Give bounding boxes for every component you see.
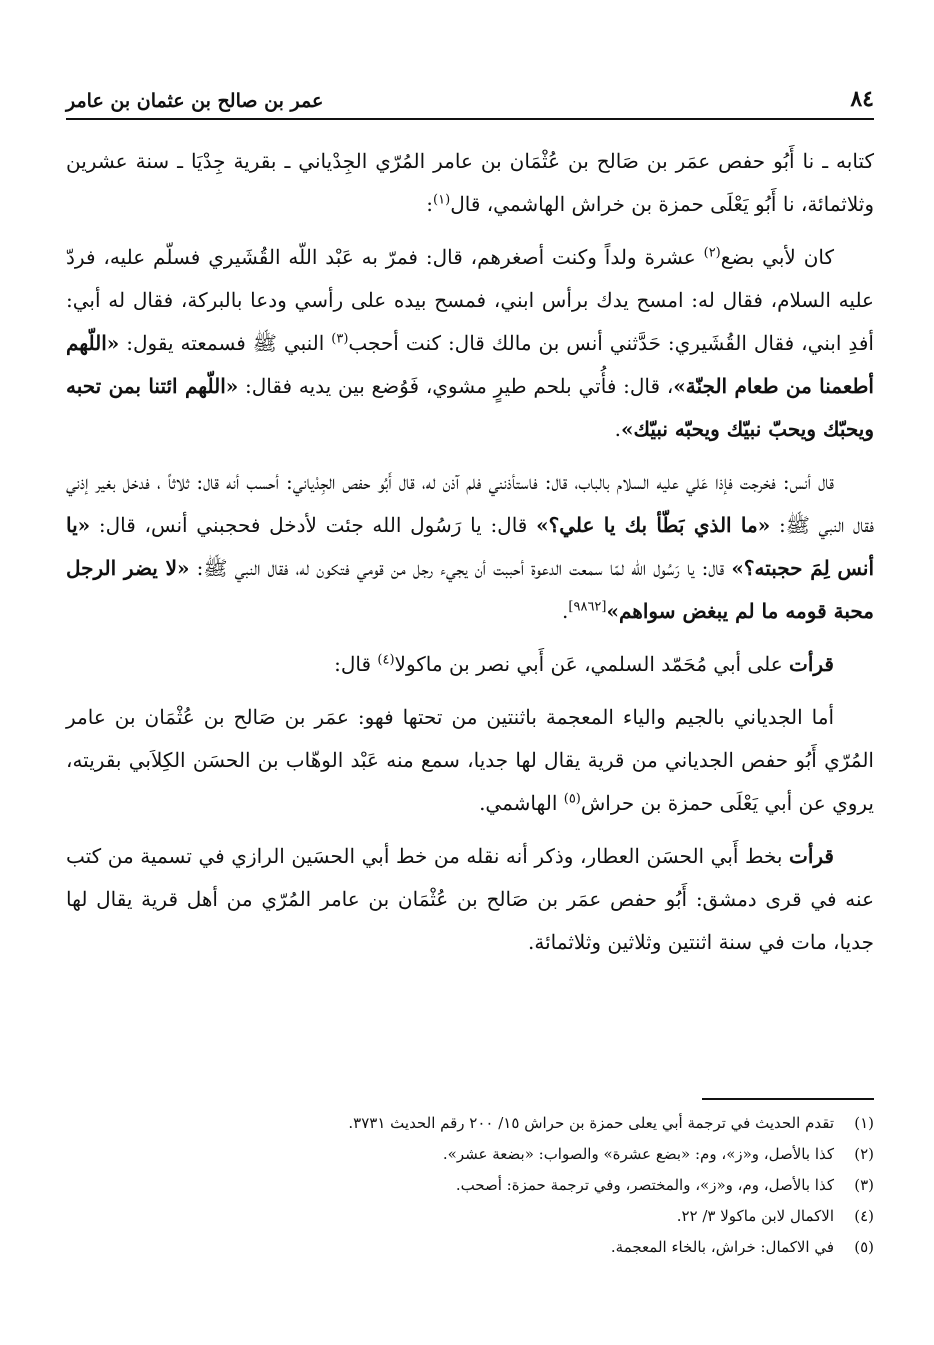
page-number: ٨٤ (850, 86, 874, 112)
footnote-text: كذا بالأصل، وم، و«ز»، والمختصر، وفي ترجمة حمزة: أصحب. (455, 1176, 834, 1194)
footnote-rule (702, 1098, 874, 1100)
hadith-quote: «ما الذي بَطّأ بك يا علي؟» (536, 513, 771, 537)
main-text (66, 140, 874, 974)
footnote-text: كذا بالأصل، و«ز»، وم: «بضع عشرة» والصواب: «بضعة عشر». (442, 1145, 834, 1163)
running-title: عمر بن صالح بن عثمان بن عامر (66, 90, 324, 112)
footnote-ref-3: (٣) (331, 331, 349, 347)
footnote-ref-1: (١) (433, 192, 451, 208)
paragraph-4: قرأت على أبي مُحَمّد السلمي، عَن أَبي نصر بن ماكولا$^{(٤)}$ قال: (334, 652, 834, 676)
hadith-quote: «اللّهم أطعمنا من طعام الجنّة» (66, 331, 874, 398)
header-rule (66, 118, 874, 120)
footnote-text: تقدم الحديث في ترجمة أبي يعلى حمزة بن حراش ١٥/ ٢٠٠ رقم الحديث ٣٧٣١. (348, 1114, 834, 1132)
paragraph-6: قرأت بخط أَبي الحسَن العطار، وذكر أنه نقله من خط أبي الحسَين الرازي في تسمية من كتب عنه في قرى دمشق: أَبُو حفص عمَر بن صَالح بن عُثْمَان بن عامر المُرّي من أهل قرية يقال لها جديا، مات في سنة اثنتين وثلاثين وثلاثمائة. (66, 844, 874, 954)
footnote-number: (٢) (854, 1145, 874, 1163)
hadith-quote: «اللّهم ائتنا بمن تحبه ويحبّك ويحبّ نبيّك ويحبّه نبيّك» (66, 374, 874, 441)
hadith-number: [٩٨٦٢] (568, 599, 607, 615)
footnote-text: الاكمال لابن ماكولا ٣/ ٢٢. (676, 1207, 834, 1225)
paragraph-1: كتابه ـ نا أَبُو حفص عمَر بن صَالح بن عُثْمَان بن عامر المُرّي الجِدْياني ـ بقرية جِدْيَا ـ سنة عشرين وثلاثمائة، نا أَبُو يَعْلَى حمزة بن خراش الهاشمي، قال$^{(١)}$: (66, 149, 874, 216)
footnote-number: (١) (854, 1114, 874, 1132)
footnote-item (66, 1108, 874, 1139)
footnote-number: (٤) (854, 1207, 874, 1225)
footnote-ref-2: (٢) (703, 245, 721, 261)
paragraph-5: أما الجدياني بالجيم والياء المعجمة باثنتين من تحتها فهو: عمَر بن صَالح بن عُثْمَان بن عامر المُرّي أَبُو حفص الجدياني من قرية يقال لها جديا، سمع منه عَبْد الوهّاب بن الحسَن الكِلاَبي بقريته، يروي عن أبي يَعْلَى حمزة بن حراش$^{(٥)}$ الهاشمي. (66, 705, 874, 815)
footnotes (66, 1108, 874, 1263)
footnote-item (66, 1170, 874, 1201)
footnote-ref-5: (٥) (563, 791, 581, 807)
hadith-quote: «يا أنس لِمَ حجبته؟» (66, 513, 875, 580)
paragraph-2: كان لأبي بضع$^{(٢)}$ عشرة ولداً وكنت أصغرهم، قال: فمرّ به عَبْد اللّه القُشَيري فسلّم عليه، فردّ عليه السلام، فقال له: امسح يدك برأس ابني، فمسح بيده على رأسي ودعا بالبركة، فقال له أبي: أفدِ ابني، فقال القُشَيري: حَدَّثني أنس بن مالك قال: كنت أحجب$^{(٣)}$ النبي ﷺ فسمعته يقول: «اللّهم أطعمنا من طعام الجنّة»، قال: فأُتي بلحم طيرٍ مشوي، فَوُضع بين يديه فقال: «اللّهم ائتنا بمن تحبه ويحبّك ويحبّ نبيّك ويحبّه نبيّك». (66, 245, 874, 441)
footnote-item (66, 1139, 874, 1170)
footnote-number: (٣) (854, 1176, 874, 1194)
paragraph-3: قال أنس: فخرجت فإذا عَلي عليه السلام بالباب، قال: فاستأذنني فلم آذن له، قال أَبُو حفص الجِدْياني: أحسب أنه قال: ثلاثاً ، فدخل بغير إذني فقال النبي ﷺ: «ما الذي بَطّأ بك يا علي؟» قال: يا رَسُول الله جئت لأدخل فحجبني أنس، قال: «يا أنس لِمَ حجبته؟» قال: يا رَسُول الله لمّا سمعت الدعوة أحببت أن يجيء رجل من قومي فتكون له، فقال النبي ﷺ: «لا يضر الرجل محبة قومه ما لم يبغض سواهم»[٩٨٦٢]. (66, 470, 875, 623)
footnote-item (66, 1232, 874, 1263)
footnote-text: في الاكمال: خراش، بالخاء المعجمة. (610, 1238, 834, 1256)
hadith-quote: «لا يضر الرجل محبة قومه ما لم يبغض سواهم» (66, 556, 874, 623)
footnote-ref-4: (٤) (377, 652, 395, 668)
footnote-item (66, 1201, 874, 1232)
footnote-number: (٥) (854, 1238, 874, 1256)
page-header (66, 72, 874, 112)
